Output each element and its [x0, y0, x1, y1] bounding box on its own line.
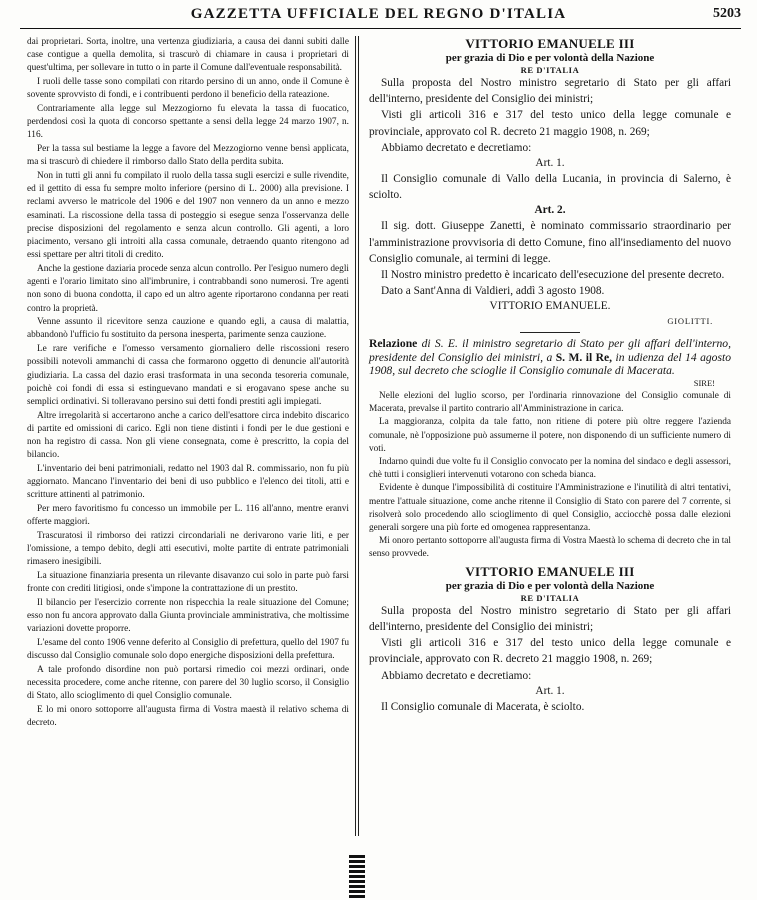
king-name: VITTORIO EMANUELE III	[465, 36, 635, 51]
relazione-sm: S. M. il Re,	[555, 350, 613, 364]
paragraph: Anche la gestione daziaria procede senza alcun controllo. Per l'esiguo numero degli agenti e l'orario limitato sino all'imbrunire, i contrabbandi sono numerosi. Tre agenti non sono di buona condotta, il capo ed un altro agente riportarono condanna per reati contro la proprietà.	[27, 263, 349, 314]
paragraph: Altre irregolarità si accertarono anche a carico dell'esattore circa indebito discarico di partite ed omissioni di carico. Egli non tiene distinti i fondi per le due gestioni e non ha registro di cassa. Non gli viene consegnata, come è prescritto, la copia del bilancio.	[27, 410, 349, 461]
relazione-title: di S. E. il ministro segretario di Stato per gli affari dell'interno, presidente del Consiglio dei ministri, a	[369, 337, 731, 364]
decree-visti: Visti gli articoli 316 e 317 del testo unico della legge comunale e provinciale, approvato col R. decreto 21 maggio 1908, n. 269;	[369, 109, 731, 138]
page-header	[0, 0, 757, 30]
paragraph: L'esame del conto 1906 venne deferito al Consiglio di prefettura, quello del 1907 fu discusso dal Consiglio comunale solo dopo energiche disposizioni della prefettura.	[27, 638, 349, 662]
king-name: VITTORIO EMANUELE III	[465, 563, 635, 579]
paragraph: Per la tassa sul bestiame la legge a favore del Mezzogiorno venne bensì applicata, ma si trascurò di chiedere il rimborso dallo Stato della perdita subita.	[27, 144, 349, 168]
decree-vallo	[369, 36, 731, 328]
column-divider-second	[358, 36, 359, 836]
page-fold-mark	[349, 855, 365, 900]
paragraph: Venne assunto il ricevitore senza cauzione e quando egli, a causa di malattia, abbandonò l'ufficio fu sostituito da persona inesperta, parimente senza cauzione.	[27, 317, 349, 341]
paragraph: La situazione finanziaria presenta un rilevante disavanzo cui solo in parte può farsi fronte con crediti litigiosi, onde s'impone la contrattazione di un prestito.	[27, 571, 349, 595]
paragraph: Evidente è dunque l'impossibilità di costituire l'Amministrazione e l'inutilità di altri tentativi, mentre l'attuale situazione, come anche ritenne il Consiglio di Stato con parere del 7 corrente, si risolverà solo procedendo allo scioglimento di quel Consiglio, acciocchè possa dalle elezioni generali sorgere una più forte ed omogenea rappresentanza.	[369, 483, 731, 534]
paragraph: Nelle elezioni del luglio scorso, per l'ordinaria rinnovazione del Consiglio comunale di Macerata, prevalse il partito contrario all'Amministrazione in carica.	[369, 391, 731, 415]
paragraph: La maggioranza, colpita da tale fatto, non ritiene di potere più oltre reggere l'azienda comunale, nè l'opposizione può assumerne il potere, non disponendo di un sufficiente numero di voti.	[369, 417, 731, 454]
paragraph: Contrariamente alla legge sul Mezzogiorno fu elevata la tassa di fuocatico, perdendosi così la quota di concorso spettante a sensi della legge 24 marzo 1907, n. 116.	[27, 104, 349, 141]
paragraph: Per mero favoritismo fu concesso un immobile per L. 116 all'anno, mentre eranvi offerte maggiori.	[27, 504, 349, 528]
article-text: Il sig. dott. Giuseppe Zanetti, è nominato commissario straordinario per l'amministrazione provvisoria di detto Comune, fino all'insediamento del nuovo Consiglio comunale, ai termini di legge.	[369, 220, 731, 265]
salutation: SIRE!	[693, 378, 715, 389]
relazione-lead: Relazione	[369, 337, 418, 351]
relazione-title-cont: in udienza del 14 agosto 1908, sul decreto che scioglie il Consiglio comunale di Macerata.	[369, 350, 731, 377]
king-title: RE D'ITALIA	[520, 65, 580, 75]
decree-macerata	[369, 564, 731, 715]
paragraph: dai proprietari. Sorta, inoltre, una vertenza giudiziaria, a causa dei danni subiti dalle case contigue a quella demolita, si trascurò di chiamare in causa i proprietari di quest'ultima, per sollevare in tutto o in parte il Comune dall'eventuale responsabilità.	[27, 37, 349, 74]
countersignature: GIOLITTI.	[667, 316, 713, 327]
paragraph: L'inventario dei beni patrimoniali, redatto nel 1903 dal R. commissario, non fu più aggiornato. Mancano l'inventario dei beni di uso pubblico e l'elenco dei titoli, atti e scritture attinenti al patrimonio.	[27, 464, 349, 501]
paragraph: Non in tutti gli anni fu compilato il ruolo della tassa sugli esercizi e sulle rivendite, ed il gettito di essa fu sempre molto inferiore (persino di L. 2000) alla previsione. I reclami avverso le matricole del 1906 e del 1907 non vennero da un anno e mezzo esaminati. La riscossione della tassa di posteggio si esegue senza l'osservanza delle precise disposizioni del regolamento e senza alcun controllo. Gli agenti, a loro piacimento, versano gli introiti alla cassa comunale, detraendo quanto ritengono ad essi spettare per altri titoli di credito.	[27, 171, 349, 261]
decree-abbiamo: Abbiamo decretato e decretiamo:	[381, 141, 532, 154]
king-grace-line: per grazia di Dio e per volontà della Nazione	[445, 579, 655, 592]
paragraph: Mi onoro pertanto sottoporre all'augusta firma di Vostra Maestà lo schema di decreto che in tal senso provvede.	[369, 536, 731, 560]
right-column	[369, 36, 731, 715]
article-label: Art. 1.	[535, 684, 565, 697]
article-text: Il Consiglio comunale di Macerata, è sciolto.	[381, 700, 585, 713]
section-divider	[520, 332, 580, 333]
article-label: Art. 2.	[534, 204, 566, 217]
left-column	[27, 36, 349, 731]
relazione-macerata	[369, 337, 731, 561]
paragraph: Indarno quindi due volte fu il Consiglio convocato per la nomina del sindaco e degli assessori, chè tutti i consiglieri intervenuti votarono con scheda bianca.	[369, 457, 731, 481]
article-label: Art. 1.	[535, 157, 565, 170]
paragraph: A tale profondo disordine non può portarsi rimedio coi mezzi ordinari, onde necessita procedere, come anche ritenne, con parere del 30 luglio scorso, il Consiglio di Stato, allo scioglimento di quel Consiglio comunale.	[27, 665, 349, 702]
page-number: 5203	[713, 6, 741, 21]
paragraph: Il bilancio per l'esercizio corrente non rispecchia la reale situazione del Comune; esso non fu ancora approvato dalla Giunta provinciale amministrativa, che moltissime variazioni dovette proporre.	[27, 598, 349, 635]
newspaper-title: GAZZETTA UFFICIALE DEL REGNO D'ITALIA	[190, 6, 567, 22]
decree-proposal: Sulla proposta del Nostro ministro segretario di Stato per gli affari dell'interno, presidente del Consiglio dei ministri;	[369, 77, 731, 106]
paragraph: Trascuratosi il rimborso dei ratizzi circondariali ne derivarono varie liti, e per l'omissione, a tempo debito, degli atti esecutivi, molte partite di entrate patrimoniali rimasero inesigibili.	[27, 531, 349, 568]
decree-proposal: Sulla proposta del Nostro ministro segretario di Stato per gli affari dell'interno, presidente del Consiglio dei ministri;	[369, 604, 731, 633]
decree-date: Dato a Sant'Anna di Valdieri, addì 3 agosto 1908.	[381, 285, 605, 298]
decree-abbiamo: Abbiamo decretato e decretiamo:	[381, 669, 532, 682]
king-title: RE D'ITALIA	[520, 592, 580, 603]
paragraph: E lo mi onoro sottoporre all'augusta firma di Vostra maestà il relativo schema di decreto.	[27, 705, 349, 729]
royal-signature: VITTORIO EMANUELE.	[489, 300, 611, 313]
column-divider	[355, 36, 356, 836]
header-divider	[20, 28, 741, 29]
decree-minister-clause: Il Nostro ministro predetto è incaricato dell'esecuzione del presente decreto.	[381, 269, 725, 282]
relazione-heading	[369, 337, 731, 377]
article-text: Il Consiglio comunale di Vallo della Lucania, in provincia di Salerno, è sciolto.	[369, 173, 731, 202]
king-grace-line: per grazia di Dio e per volontà della Nazione	[445, 52, 655, 64]
paragraph: Le rare verifiche e l'omesso versamento giornaliero delle riscossioni resero possibili notevoli ammanchi di cassa che formarono oggetto di denuncie all'autorità giudiziaria. La cassa del dazio erasi trasformata in una seconda tesoreria comunale, poichè coi fondi di essa si estinguevano mandati e si erogavano spese anche su semplici ordinativi. Si tolleravano persino sui detti fondi prestiti agli impiegati.	[27, 344, 349, 407]
paragraph: I ruoli delle tasse sono compilati con ritardo persino di un anno, onde il Comune è sovente sprovvisto di fondi, e i contribuenti perdono il beneficio della rateazione.	[27, 77, 349, 101]
decree-visti: Visti gli articoli 316 e 317 del testo unico della legge comunale e provinciale, approvato con R. decreto 21 maggio 1908, n. 269;	[369, 637, 731, 666]
